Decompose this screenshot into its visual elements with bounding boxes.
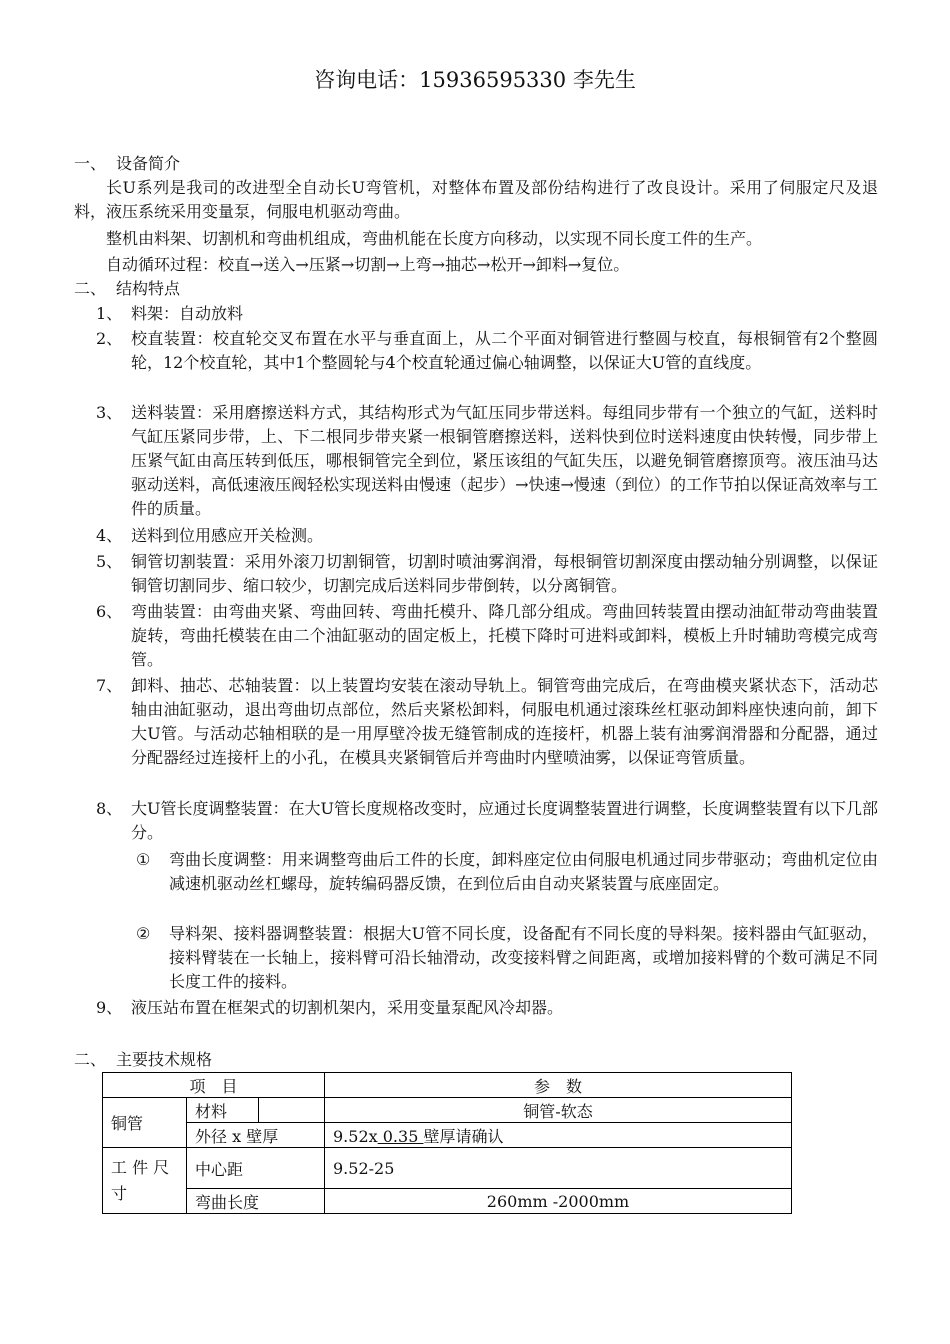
item-text: 大U管长度调整装置：在大U管长度规格改变时，应通过长度调整装置进行调整，长度调整装置有以下几部分。 xyxy=(131,799,878,842)
intro-paragraph-1: 长U系列是我司的改进型全自动长U弯管机，对整体布置及部份结构进行了改良设计。采用了伺服定尺及退料，液压系统采用变量泵，伺服电机驱动弯曲。 xyxy=(74,178,878,221)
item-text: 送料装置：采用磨擦送料方式，其结构形式为气缸压同步带送料。每组同步带有一个独立的气缸，送料时气缸压紧同步带，上、下二根同步带夹紧一根铜管磨擦送料，送料快到位时送料速度由快转慢，同步带上压紧气缸由高压转到低压，哪根铜管完全到位，紧压该组的气缸失压，以避免铜管磨擦顶弯。液压油马达驱动送料，高低速液压阀轻松实现送料由慢速（起步）→快速→慢速（到位）的工作节拍以保证高效率与工件的质量。 xyxy=(131,403,878,518)
section-title: 结构特点 xyxy=(116,279,181,298)
item-number: 6、 xyxy=(96,602,123,621)
list-item xyxy=(96,401,878,521)
list-item xyxy=(96,600,878,672)
value-cell: 260mm -2000mm xyxy=(325,1189,792,1214)
item-text: 铜管切割装置：采用外滚刀切割铜管，切割时喷油雾润滑，每根铜管切割深度由摆动轴分别调整，以保证铜管切割同步、缩口较少，切割完成后送料同步带倒转，以分离铜管。 xyxy=(131,552,878,595)
sub-list-item xyxy=(136,848,878,896)
section-heading-specs xyxy=(74,1048,212,1072)
label-cell: 弯曲长度 xyxy=(187,1189,325,1214)
section-heading-intro xyxy=(74,152,180,176)
section-number: 一、 xyxy=(74,154,107,173)
item-text: 弯曲装置：由弯曲夹紧、弯曲回转、弯曲托模升、降几部分组成。弯曲回转装置由摆动油缸带动弯曲装置旋转，弯曲托模装在由二个油缸驱动的固定板上，托模下降时可进料或卸料，模板上升时辅助弯模完成弯管。 xyxy=(131,602,878,669)
item-number: 5、 xyxy=(96,552,123,571)
value-cell: 9.52-25 xyxy=(325,1148,792,1189)
contact-title: 咨询电话：15936595330 李先生 xyxy=(314,68,636,92)
item-text: 校直装置：校直轮交叉布置在水平与垂直面上，从二个平面对铜管进行整圆与校直，每根铜管有2个整圆轮，12个校直轮，其中1个整圆轮与4个校直轮通过偏心轴调整，以保证大U管的直线度。 xyxy=(131,329,878,372)
item-text: 送料到位用感应开关检测。 xyxy=(131,526,324,545)
item-number: 3、 xyxy=(96,403,123,422)
section-title: 主要技术规格 xyxy=(116,1050,213,1069)
label-cell: 外径 x 壁厚 xyxy=(187,1123,325,1148)
empty-cell xyxy=(259,1098,325,1123)
list-item xyxy=(96,524,878,548)
intro-paragraph-2: 整机由料架、切割机和弯曲机组成，弯曲机能在长度方向移动，以实现不同长度工件的生产。 xyxy=(106,229,763,248)
group-cell-tube: 铜管 xyxy=(103,1098,187,1148)
list-item xyxy=(96,550,878,598)
label-cell: 材料 xyxy=(187,1098,259,1123)
item-text: 料架：自动放料 xyxy=(131,304,244,323)
table-row xyxy=(103,1189,792,1214)
item-number: 1、 xyxy=(96,304,123,323)
label-cell: 中心距 xyxy=(187,1148,325,1189)
item-number: 2、 xyxy=(96,329,123,348)
sub-item-number: ① xyxy=(136,850,151,869)
table-row xyxy=(103,1148,792,1189)
value-cell xyxy=(325,1123,792,1148)
section-heading-structure xyxy=(74,277,180,301)
group-cell-workpiece: 工 件 尺寸 xyxy=(103,1148,187,1214)
section-number: 二、 xyxy=(74,1050,107,1069)
sub-list-item xyxy=(136,922,878,994)
intro-paragraph-3: 自动循环过程：校直→送入→压紧→切割→上弯→抽芯→松开→卸料→复位。 xyxy=(106,255,630,274)
sub-item-number: ② xyxy=(136,924,151,943)
table-header-row xyxy=(103,1073,792,1098)
item-number: 8、 xyxy=(96,799,123,818)
item-number: 4、 xyxy=(96,526,123,545)
item-text: 卸料、抽芯、芯轴装置：以上装置均安装在滚动导轨上。铜管弯曲完成后，在弯曲模夹紧状态下，活动芯轴由油缸驱动，退出弯曲切点部位，然后夹紧松卸料，伺服电机通过滚珠丝杠驱动卸料座快速向前，卸下大U管。与活动芯轴相联的是一用厚壁冷拔无缝管制成的连接杆，机器上装有油雾润滑器和分配器，通过分配器经过连接杆上的小孔，在模具夹紧铜管后并弯曲时内壁喷油雾，以保证弯管质量。 xyxy=(131,676,878,767)
table-row xyxy=(103,1123,792,1148)
list-item xyxy=(96,327,878,375)
value-prefix: 9.52x xyxy=(333,1126,378,1146)
section-title: 设备简介 xyxy=(116,154,181,173)
spec-table xyxy=(102,1072,792,1214)
value-cell: 铜管-软态 xyxy=(325,1098,792,1123)
sub-item-text: 导料架、接料器调整装置：根据大U管不同长度，设备配有不同长度的导料架。接料器由气缸驱动，接料臂装在一长轴上，接料臂可沿长轴滑动，改变接料臂之间距离，或增加接料臂的个数可满足不同长度工件的接料。 xyxy=(169,924,878,991)
item-number: 9、 xyxy=(96,998,123,1017)
item-number: 7、 xyxy=(96,676,123,695)
header-item-cell: 项 目 xyxy=(103,1073,325,1098)
list-item xyxy=(96,797,878,845)
table-row xyxy=(103,1098,792,1123)
sub-item-text: 弯曲长度调整：用来调整弯曲后工件的长度，卸料座定位由伺服电机通过同步带驱动；弯曲机定位由减速机驱动丝杠螺母，旋转编码器反馈，在到位后由自动夹紧装置与底座固定。 xyxy=(169,850,878,893)
list-item xyxy=(96,674,878,770)
value-suffix: 壁厚请确认 xyxy=(423,1126,504,1146)
list-item xyxy=(96,996,878,1020)
header-param-cell: 参 数 xyxy=(325,1073,792,1098)
value-underlined: 0.35 xyxy=(377,1126,424,1146)
section-number: 二、 xyxy=(74,279,107,298)
item-text: 液压站布置在框架式的切割机架内，采用变量泵配风冷却器。 xyxy=(131,998,564,1017)
list-item xyxy=(96,302,878,326)
